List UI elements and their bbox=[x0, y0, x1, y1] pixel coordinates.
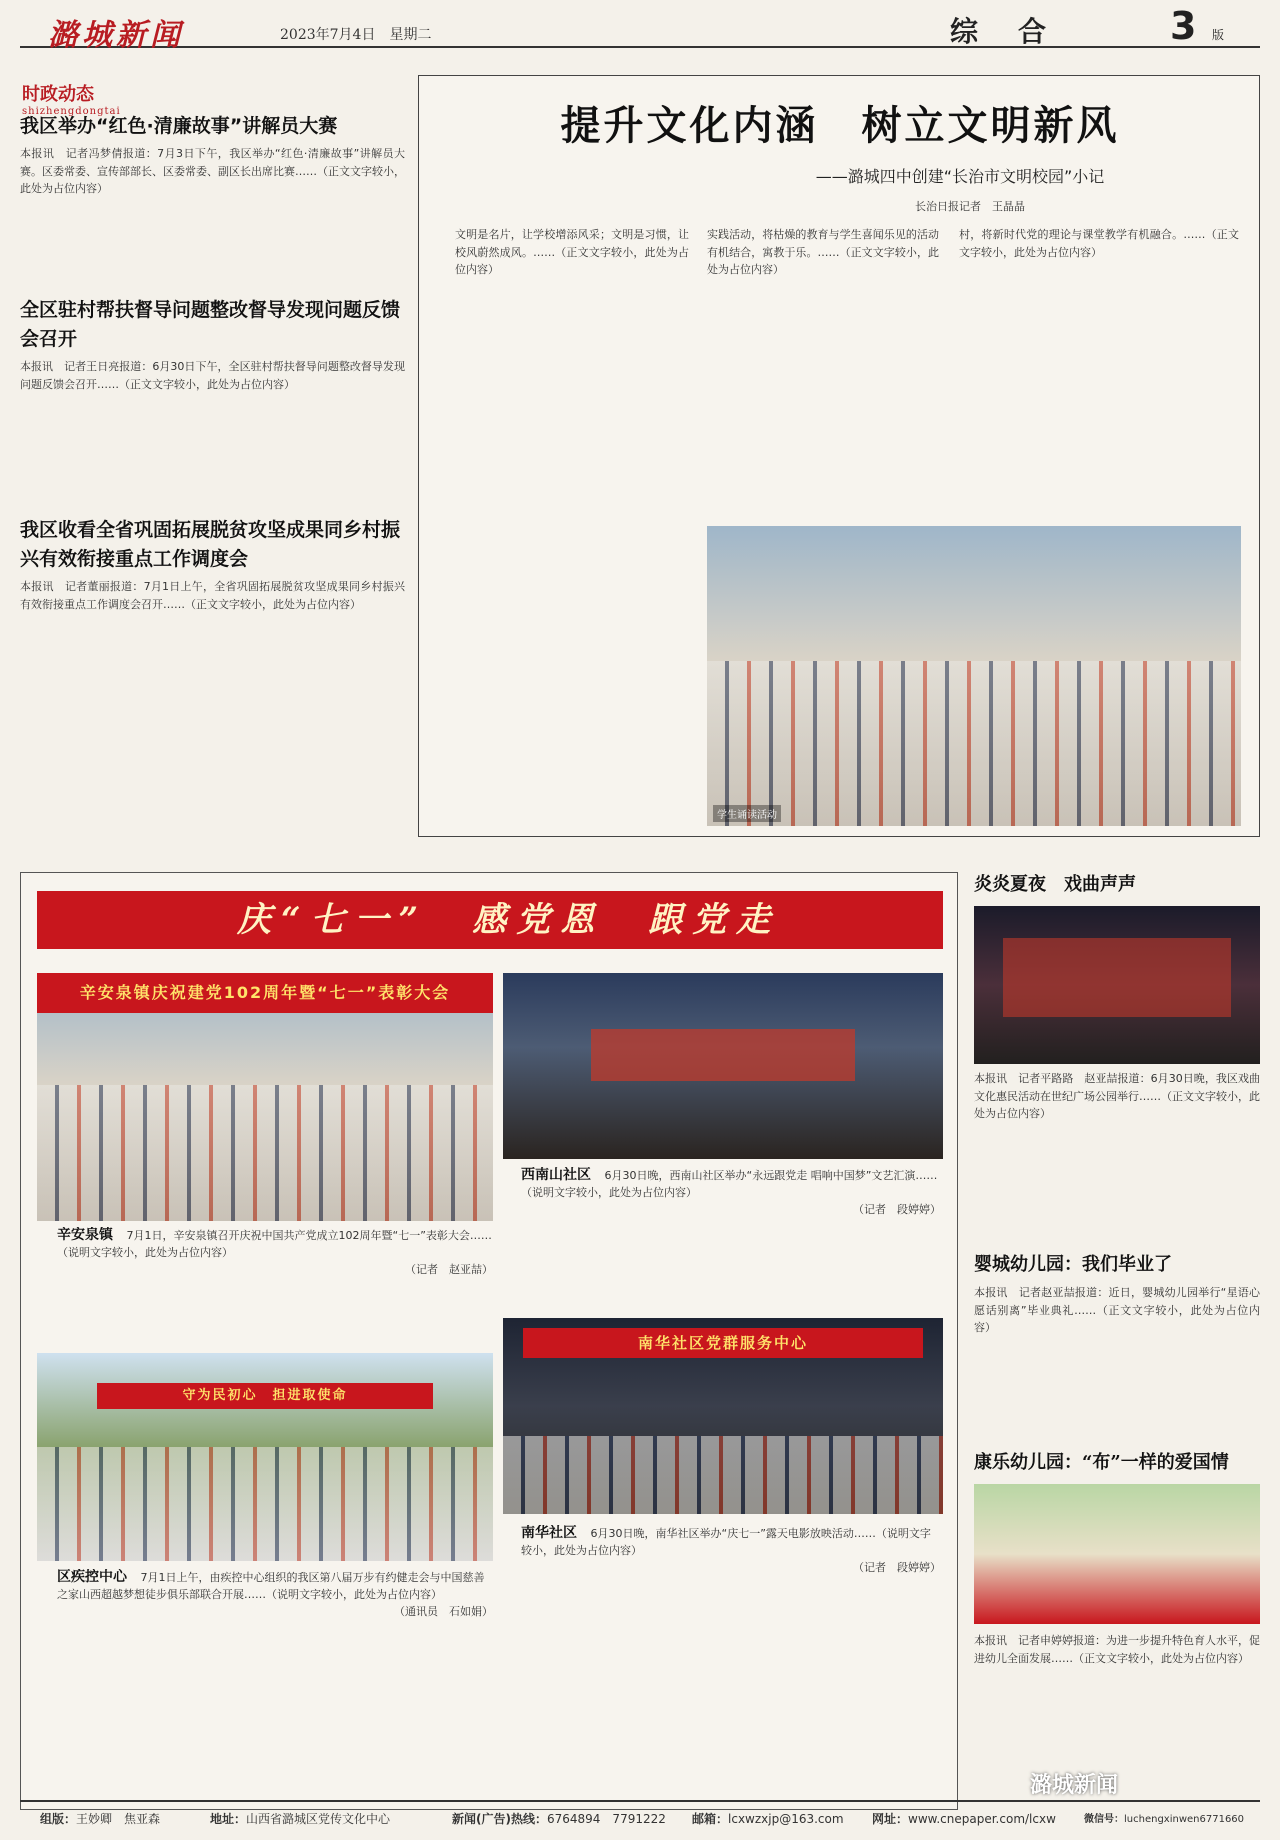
article-headline: 婴城幼儿园：我们毕业了 bbox=[974, 1254, 1172, 1275]
footer-address: 地址：山西省潞城区党传文化中心 bbox=[210, 1812, 391, 1826]
page-number: 3 bbox=[1170, 4, 1197, 48]
photo-stage bbox=[591, 1029, 855, 1081]
footer-wechat: 微信号：luchengxinwen6771660 bbox=[1084, 1814, 1245, 1825]
photo-banner-text: 南华社区党群服务中心 bbox=[523, 1328, 923, 1358]
photo-nanhua bbox=[503, 1318, 943, 1514]
feature-body-col3: 村，将新时代党的理论与课堂教学有机融合。……（正文文字较小，此处为占位内容） bbox=[959, 228, 1239, 259]
photo-banner-text: 辛安泉镇庆祝建党102周年暨“七一”表彰大会 bbox=[37, 973, 493, 1013]
kicker-title: 时政动态 bbox=[22, 84, 94, 105]
footer-editor: 组版：王妙卿 焦亚森 bbox=[40, 1812, 161, 1826]
caption-text: 7月1日，辛安泉镇召开庆祝中国共产党成立102周年暨“七一”表彰大会……（说明文字较小，此处为占位内容） bbox=[57, 1229, 492, 1259]
issue-date: 2023年7月4日 星期二 bbox=[280, 27, 432, 43]
right-article-3[interactable] bbox=[974, 1448, 1260, 1782]
article-headline: 全区驻村帮扶督导问题整改督导发现问题反馈会召开 bbox=[20, 299, 401, 350]
kindergarten-photo bbox=[974, 1484, 1260, 1624]
feature-title: 提升文化内涵 树立文明新风 bbox=[560, 103, 1120, 149]
page-footer bbox=[20, 1800, 1260, 1830]
article-body: 本报讯 记者赵亚喆报道：近日，婴城幼儿园举行“星语心愿话别离”毕业典礼……（正文文字较小，此处为占位内容） bbox=[974, 1286, 1260, 1334]
left-article-1[interactable] bbox=[20, 112, 405, 300]
caption-cdc bbox=[57, 1569, 493, 1677]
caption-reporter: （通讯员 石如娟） bbox=[394, 1605, 493, 1618]
article-headline: 康乐幼儿园：“布”一样的爱国情 bbox=[974, 1452, 1229, 1473]
wechat-watermark: 潞城新闻 bbox=[1030, 1773, 1119, 1798]
article-headline: 我区收看全省巩固拓展脱贫攻坚成果同乡村振兴有效衔接重点工作调度会 bbox=[20, 519, 401, 570]
footer-website: 网址：www.cnepaper.com/lcxw bbox=[872, 1812, 1056, 1826]
article-body: 本报讯 记者王日亮报道：6月30日下午，全区驻村帮扶督导问题整改督导发现问题反馈会召开……（正文文字较小，此处为占位内容） bbox=[20, 360, 405, 391]
photo-cdc bbox=[37, 1353, 493, 1561]
feature-body-col1: 文明是名片，让学校增添风采；文明是习惯，让校风蔚然成风。……（正文文字较小，此处为占位内容） bbox=[455, 228, 689, 276]
opera-photo bbox=[974, 906, 1260, 1064]
caption-reporter: （记者 段婷婷） bbox=[853, 1561, 941, 1574]
photo-people bbox=[37, 1447, 493, 1561]
opera-stage bbox=[1003, 938, 1232, 1017]
left-article-2[interactable] bbox=[20, 296, 405, 518]
feature-byline: 长治日报记者 王晶晶 bbox=[915, 200, 1025, 213]
photo-xinanshan bbox=[503, 973, 943, 1159]
article-body: 本报讯 记者平路路 赵亚喆报道：6月30日晚，我区戏曲文化惠民活动在世纪广场公园举行……（正文文字较小，此处为占位内容） bbox=[974, 1072, 1260, 1120]
feature-photo bbox=[707, 526, 1241, 826]
photo-label: 学生诵读活动 bbox=[713, 805, 781, 822]
party-banner: 庆“七一” 感党恩 跟党走 bbox=[37, 891, 943, 949]
article-body: 本报讯 记者申婷婷报道：为进一步提升特色育人水平，促进幼儿全面发展……（正文文字较小，此处为占位内容） bbox=[974, 1634, 1260, 1665]
article-body: 本报讯 记者董丽报道：7月1日上午，全省巩固拓展脱贫攻坚成果同乡村振兴有效衔接重点工作调度会召开……（正文文字较小，此处为占位内容） bbox=[20, 580, 405, 611]
newspaper-logo: 潞城新闻 bbox=[48, 18, 184, 53]
article-headline: 我区举办“红色·清廉故事”讲解员大赛 bbox=[20, 115, 338, 137]
section-name: 综合 bbox=[950, 15, 1087, 48]
photo-people bbox=[503, 1436, 943, 1514]
masthead bbox=[20, 4, 1260, 53]
caption-text: 6月30日晚，南华社区举办“庆七一”露天电影放映活动……（说明文字较小，此处为占位内容） bbox=[521, 1527, 931, 1557]
caption-place: 西南山社区 bbox=[521, 1167, 591, 1183]
footer-hotline: 新闻(广告)热线：6764894 7791222 bbox=[452, 1812, 666, 1826]
left-article-3[interactable] bbox=[20, 516, 405, 738]
caption-text: 6月30日晚，西南山社区举办“永远跟党走 唱响中国梦”文艺汇演……（说明文字较小，此处为占位内容） bbox=[521, 1169, 938, 1199]
photo-banner-text: 守为民初心 担进取使命 bbox=[97, 1383, 433, 1409]
photo-students bbox=[707, 661, 1241, 826]
caption-reporter: （记者 段婷婷） bbox=[853, 1203, 941, 1216]
page-label: 版 bbox=[1212, 28, 1225, 42]
feature-subtitle: ——潞城四中创建“长治市文明校园”小记 bbox=[815, 167, 1105, 186]
caption-place: 区疾控中心 bbox=[57, 1569, 127, 1585]
party-feature[interactable] bbox=[20, 872, 958, 1810]
feature-body-col2: 实践活动，将枯燥的教育与学生喜闻乐见的活动有机结合，寓教于乐。……（正文文字较小，此处为占位内容） bbox=[707, 228, 939, 276]
kicker-pinyin: shizhengdongtai bbox=[22, 106, 121, 117]
caption-place: 辛安泉镇 bbox=[57, 1227, 113, 1243]
caption-place: 南华社区 bbox=[521, 1525, 577, 1541]
caption-reporter: （记者 赵亚喆） bbox=[405, 1263, 493, 1276]
caption-text: 7月1日上午，由疾控中心组织的我区第八届万步有约健走会与中国慈善之家山西超越梦想徒步俱乐部联合开展……（说明文字较小，此处为占位内容） bbox=[57, 1571, 485, 1601]
photo-xinanquan bbox=[37, 973, 493, 1221]
feature-article[interactable] bbox=[418, 75, 1260, 837]
right-article-2[interactable] bbox=[974, 1250, 1260, 1462]
article-body: 本报讯 记者冯梦倩报道：7月3日下午，我区举办“红色·清廉故事”讲解员大赛。区委常委、宣传部部长、区委常委、副区长出席比赛……（正文文字较小，此处为占位内容） bbox=[20, 147, 405, 195]
caption-xinanshan bbox=[521, 1167, 941, 1297]
right-article-1[interactable] bbox=[974, 870, 1260, 1228]
caption-nanhua bbox=[521, 1525, 941, 1677]
footer-email: 邮箱：lcxwzxjp@163.com bbox=[692, 1812, 844, 1826]
article-headline: 炎炎夏夜 戏曲声声 bbox=[974, 874, 1136, 895]
photo-people bbox=[37, 1085, 493, 1221]
caption-xinanquan bbox=[57, 1227, 493, 1339]
